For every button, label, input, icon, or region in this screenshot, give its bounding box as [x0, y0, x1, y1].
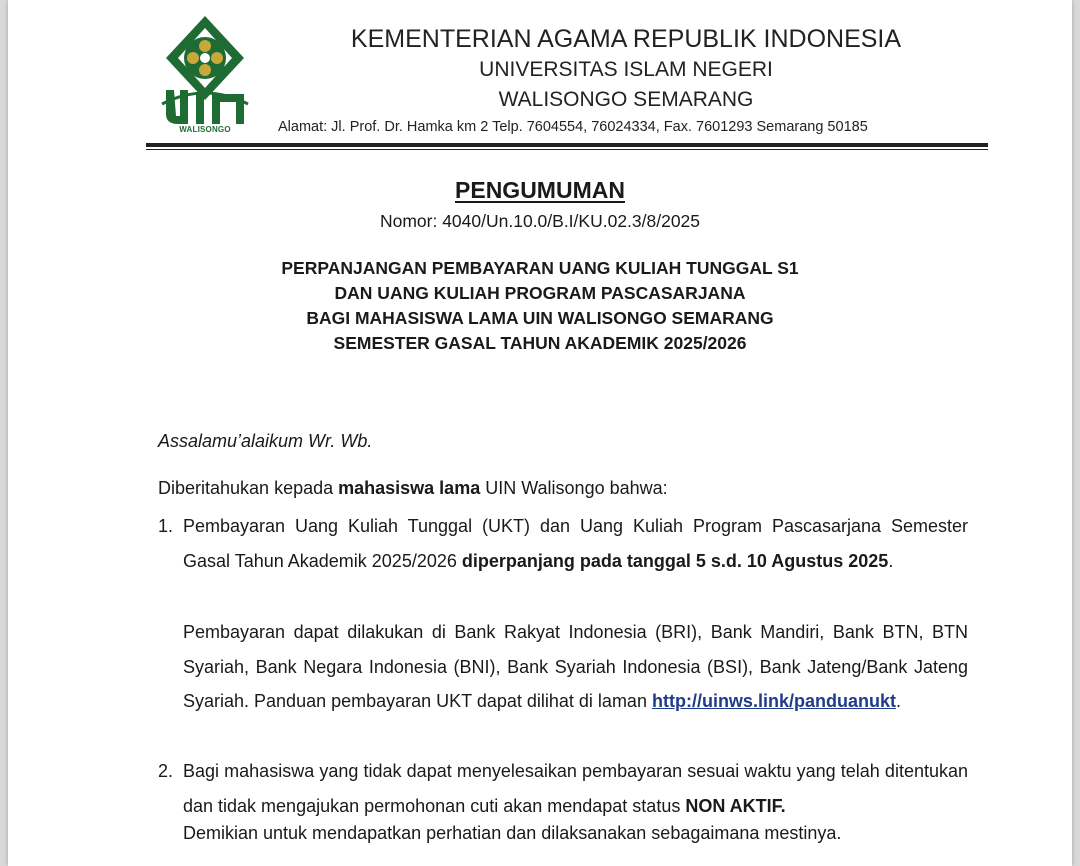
intro-suffix: UIN Walisongo bahwa: [480, 478, 668, 498]
letterhead-divider [146, 143, 988, 147]
university-name: UNIVERSITAS ISLAM NEGERI [479, 58, 773, 81]
list-number: 1. [158, 516, 174, 536]
subject-line-2: DAN UANG KULIAH PROGRAM PASCASARJANA [334, 283, 746, 303]
greeting: Assalamu’alaikum Wr. Wb. [158, 431, 373, 451]
announcement-number: Nomor: 4040/Un.10.0/B.I/KU.02.3/8/2025 [379, 211, 701, 231]
item2-text: Bagi mahasiswa yang tidak dapat menyelesaikan pembayaran sesuai waktu yang telah ditentukan dan tidak mengajukan permohonan cuti akan mendapat status [183, 761, 968, 816]
item1-end: . [888, 550, 894, 571]
announcement-title: PENGUMUMAN [455, 177, 625, 203]
list-number: 2. [158, 761, 174, 781]
list-item [158, 754, 968, 823]
ministry-name: KEMENTERIAN AGAMA REPUBLIK INDONESIA [350, 25, 902, 53]
intro-paragraph [158, 478, 668, 499]
document-page [8, 0, 1072, 866]
institution-address: Alamat: Jl. Prof. Dr. Hamka km 2 Telp. 7604554, 76024334, Fax. 7601293 Semarang 50185 [278, 119, 868, 135]
letterhead-divider-thin [146, 149, 988, 150]
intro-prefix: Diberitahukan kepada [158, 478, 339, 498]
item1-text: Pembayaran Uang Kuliah Tunggal (UKT) dan Uang Kuliah Program Pascasarjana Semester Gasal Tahun Akademik 2025/2026 [183, 516, 968, 571]
subject-line-4: SEMESTER GASAL TAHUN AKADEMIK 2025/2026 [333, 333, 747, 353]
payment-guide-link[interactable]: http://uinws.link/panduanukt [651, 691, 896, 711]
payment-end: . [895, 691, 901, 711]
subject-line-1: PERPANJANGAN PEMBAYARAN UANG KULIAH TUNGGAL S1 [281, 258, 799, 278]
uin-walisongo-logo-icon [158, 12, 252, 140]
payment-paragraph [183, 615, 968, 719]
item1-emphasis: diperpanjang pada tanggal 5 s.d. 10 Agustus 2025 [461, 550, 889, 571]
payment-text: Pembayaran dapat dilakukan di Bank Rakyat Indonesia (BRI), Bank Mandiri, Bank BTN, BTN Syariah, Bank Negara Indonesia (BNI), Bank Syariah Indonesia (BSI), Bank Jateng/Bank Jateng Syariah. Panduan pembayaran UKT dapat dilihat di laman [183, 622, 968, 711]
list-item-text [183, 754, 968, 823]
item2-emphasis: NON AKTIF. [685, 795, 786, 816]
list-item [158, 509, 968, 578]
campus-name: WALISONGO SEMARANG [498, 88, 754, 111]
logo-caption: WALISONGO [179, 125, 231, 134]
intro-emphasis: mahasiswa lama [338, 478, 481, 498]
list-item-text [183, 509, 968, 578]
subject-line-3: BAGI MAHASISWA LAMA UIN WALISONGO SEMARANG [306, 308, 774, 328]
closing-sentence: Demikian untuk mendapatkan perhatian dan dilaksanakan sebagaimana mestinya. [183, 823, 842, 843]
